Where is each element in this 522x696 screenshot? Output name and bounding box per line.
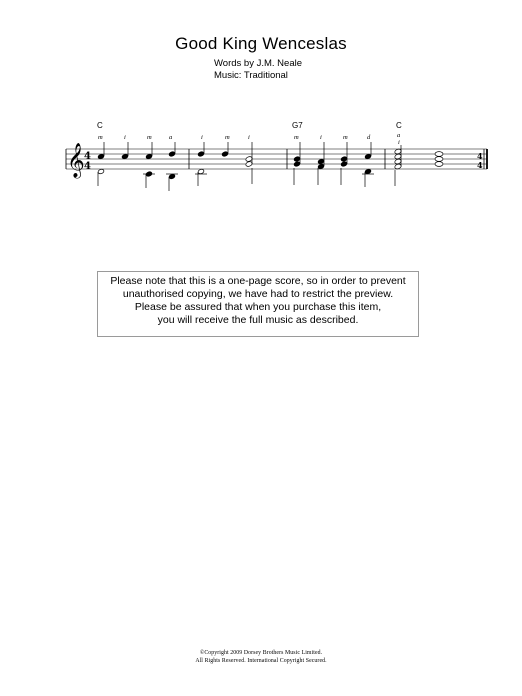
fingering-mark: i: [320, 134, 322, 141]
note-head: [340, 156, 347, 162]
notice-line: you will receive the full music as described.: [157, 314, 359, 326]
note-head: [317, 159, 324, 165]
fingering-mark: m: [98, 134, 103, 141]
fingering-mark: i: [398, 139, 400, 146]
time-signature-bottom: 4: [84, 161, 91, 172]
treble-clef-icon: 𝄞: [67, 143, 85, 178]
fingering-mark: m: [294, 134, 299, 141]
fingering-mark: m: [225, 134, 230, 141]
lyricist-credit: Words by J.M. Neale: [214, 58, 302, 69]
credits: [214, 58, 302, 82]
note-head: [364, 154, 371, 160]
copyright-line: ©Copyright 2009 Dorsey Brothers Music Limited.: [199, 650, 323, 656]
fingering-mark: d: [367, 134, 371, 141]
time-signature-top: 4: [84, 151, 91, 162]
note-head: [435, 162, 443, 167]
note-head: [435, 152, 443, 157]
note-head: [197, 151, 204, 157]
copyright-line: All Rights Reserved. International Copyright Secured.: [195, 657, 327, 664]
note-head: [293, 156, 300, 162]
score-title: Good King Wenceslas: [175, 34, 347, 53]
chord-symbol: G7: [292, 121, 303, 130]
notice-line: Please be assured that when you purchase this item,: [134, 301, 382, 313]
chord-symbol: C: [396, 121, 402, 130]
staff-svg: [0, 112, 522, 222]
note-head: [145, 154, 152, 160]
note-head: [340, 161, 347, 167]
copyright-notice: [0, 650, 522, 665]
fingering-mark: i: [248, 134, 250, 141]
note-head: [317, 164, 324, 170]
note-head: [121, 154, 128, 160]
note-head: [197, 169, 204, 175]
end-glyph-bottom: 4: [477, 160, 483, 170]
measure-1: [97, 142, 178, 191]
note-head: [97, 169, 104, 175]
fingering-mark: a: [397, 132, 401, 139]
fingering-mark: m: [147, 134, 152, 141]
fingering-mark: i: [124, 134, 126, 141]
fingering-mark: a: [169, 134, 173, 141]
note-head: [97, 154, 104, 160]
note-head: [435, 157, 443, 162]
notice-line: unauthorised copying, we have had to restrict the preview.: [122, 288, 394, 300]
end-glyph-top: 4: [477, 151, 483, 161]
note-head: [293, 161, 300, 167]
measure-4: [394, 145, 443, 186]
music-staff: [0, 112, 522, 222]
staff-lines: [66, 149, 487, 169]
note-head: [168, 151, 175, 157]
fingering-mark: i: [201, 134, 203, 141]
composer-credit: Music: Traditional: [214, 70, 288, 81]
preview-notice: [97, 271, 419, 337]
note-head: [168, 174, 175, 180]
notice-line: Please note that this is a one-page score, so in order to prevent: [110, 275, 406, 287]
fingering-mark: m: [343, 134, 348, 141]
note-head: [364, 169, 371, 175]
note-head: [221, 151, 228, 157]
chord-symbol: C: [97, 121, 103, 130]
